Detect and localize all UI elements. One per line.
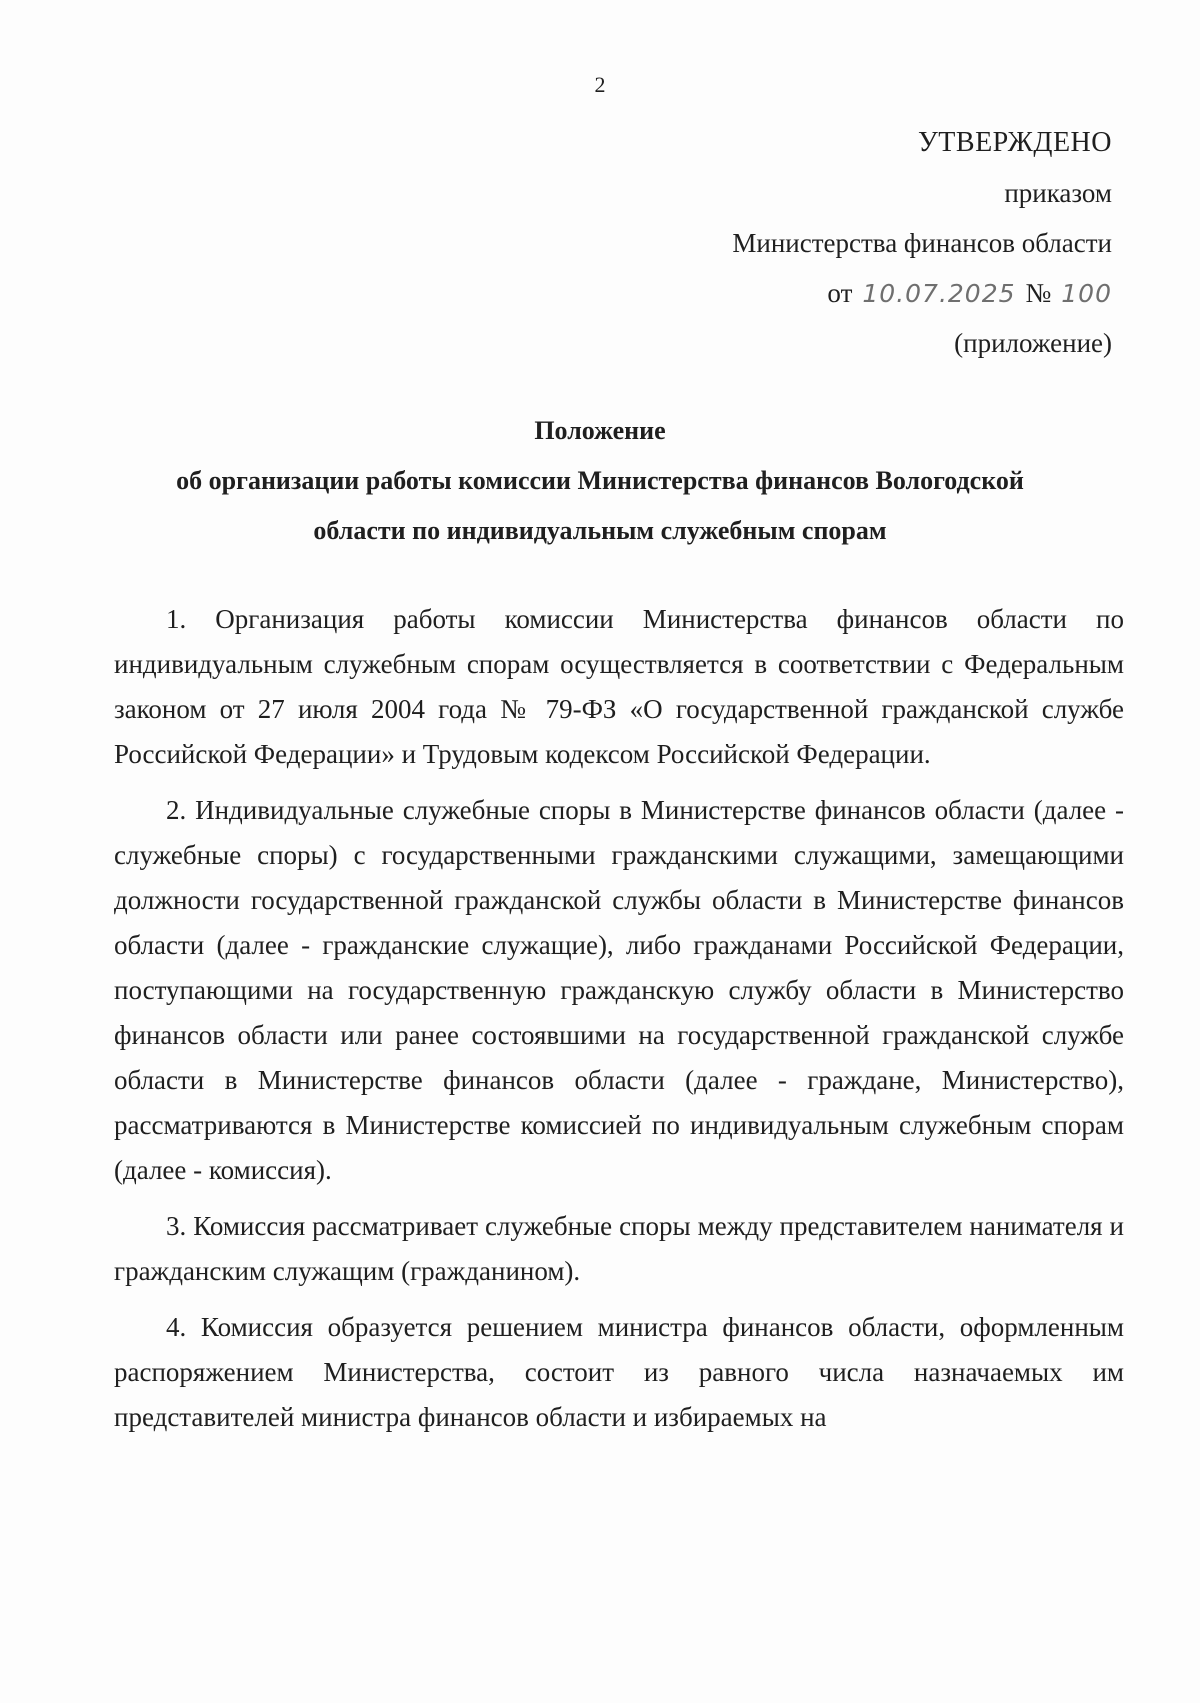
heading-subtitle-line1: об организации работы комиссии Министерства финансов Вологодской xyxy=(176,466,1024,495)
approval-order-label: приказом xyxy=(1004,178,1112,208)
handwritten-number: 100 xyxy=(1061,279,1112,308)
approval-title: УТВЕРЖДЕНО xyxy=(917,127,1112,158)
page-number: 2 xyxy=(594,72,606,97)
heading-title: Положение xyxy=(534,416,666,445)
paragraph-4: 4. Комиссия образуется решением министра финансов области, оформленным распоряжением Министерства, состоит из равного числа назначаемых им представителей министра финансов области и избираемых на xyxy=(114,1312,1124,1432)
handwritten-date: 10.07.2025 xyxy=(862,279,1016,308)
approval-block xyxy=(412,118,1112,368)
paragraph-3: 3. Комиссия рассматривает служебные споры между представителем нанимателя и гражданским служащим (гражданином). xyxy=(114,1211,1124,1286)
date-prefix: от xyxy=(827,278,853,308)
paragraph-2: 2. Индивидуальные служебные споры в Министерстве финансов области (далее - служебные споры) с государственными гражданскими служащими, замещающими должности государственной гражданской службы области в Министерстве финансов области (далее - гражданские служащие), либо гражданами Российской Федерации, поступающими на государственную гражданскую службу области в Министерство финансов области или ранее состоявшими на государственной гражданской службе области в Министерстве финансов области (далее - граждане, Министерство), рассматриваются в Министерстве комиссией по индивидуальным служебным спорам (далее - комиссия). xyxy=(114,795,1124,1185)
number-prefix: № xyxy=(1025,278,1052,308)
approval-ministry: Министерства финансов области xyxy=(732,228,1112,258)
approval-date-number xyxy=(412,268,1112,318)
document-heading xyxy=(100,406,1100,556)
heading-subtitle-line2: области по индивидуальным служебным спорам xyxy=(313,516,887,545)
paragraph-1: 1. Организация работы комиссии Министерства финансов области по индивидуальным служебным спорам осуществляется в соответствии с Федеральным законом от 27 июля 2004 года № 79-ФЗ «О государственной гражданской службе Российской Федерации» и Трудовым кодексом Российской Федерации. xyxy=(114,604,1124,769)
approval-appendix: (приложение) xyxy=(954,328,1112,358)
document-body xyxy=(114,597,1124,1451)
